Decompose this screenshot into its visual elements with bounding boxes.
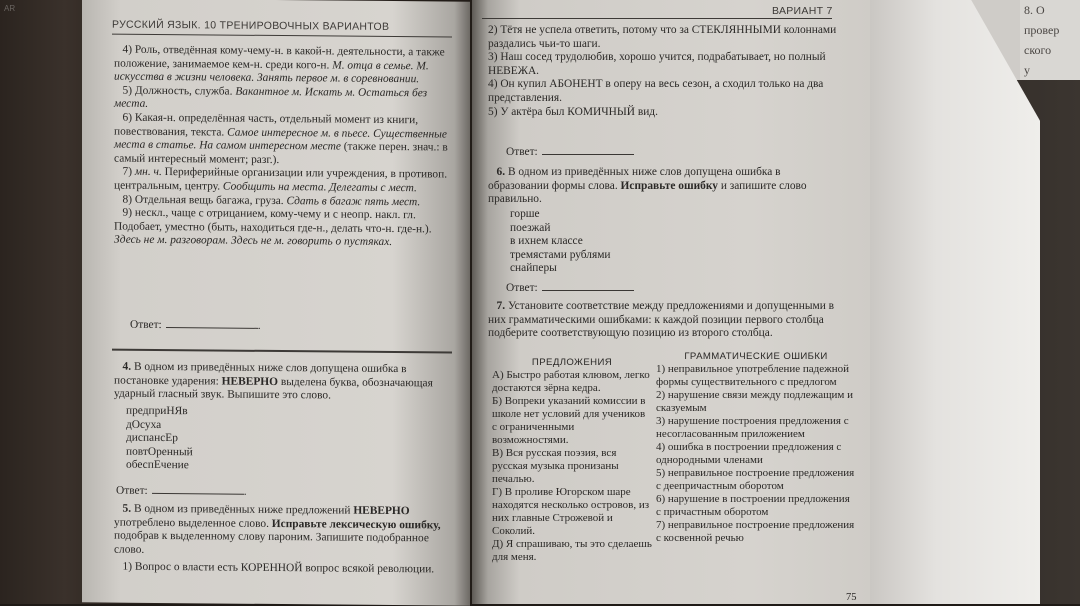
- word-option: поезжай: [510, 221, 551, 234]
- error-option: 7) неправильное построение предложения с косвенной речью: [656, 519, 855, 544]
- fragment-line: провер: [1024, 23, 1060, 37]
- task-4: 4. В одном из приведённых ниже слов допущена ошибка в постановке ударения: НЕВЕРНО выделена буква, обозначающая ударный гласный звук. Выпишите это слово.: [114, 360, 433, 402]
- sentence-option: Г) В проливе Югорском шаре находятся несколько островов, из них главные Строжевой и Соколий.: [492, 486, 650, 537]
- meaning-7: 7) мн. ч. Периферийные организации или учреждения, в противоп. центральным, центру. Сообщить на места. Делегаты с мест.: [114, 166, 448, 195]
- header-rule: [482, 18, 832, 19]
- answer-blank[interactable]: [542, 280, 634, 291]
- section-rule: [112, 349, 452, 354]
- task-5: 5. В одном из приведённых ниже предложений НЕВЕРНО употреблено выделенное слово. Исправьте лексическую ошибку, подобрав к выделенному слову пароним. Запишите подобранное слово. 1) Вопрос о власти есть КОРЕННОЙ вопрос всякой революции.: [114, 503, 454, 578]
- fragment-line: ского: [1024, 43, 1052, 57]
- sentences-column: [492, 356, 652, 564]
- error-option: 1) неправильное употребление падежной формы существительного с предлогом: [656, 363, 849, 388]
- meaning-4: 4) Роль, отведённая кому-чему-н. в какой-н. деятельности, а также положение, занимаемое кем-н. среди кого-н. М. отца в семье. М. искусства в жизни человека. Занять первое м. в соревновании.: [114, 43, 445, 86]
- answer-blank[interactable]: [166, 317, 258, 329]
- word-option: обеспЕчение: [126, 459, 189, 472]
- left-page: [82, 0, 470, 606]
- answer-line-task6: Ответ:: [506, 280, 634, 296]
- sentence-option: Д) Я спрашиваю, ты это сделаешь для меня.: [492, 538, 652, 563]
- meaning-6: 6) Какая-н. определённая часть, отдельный момент из книги, повествования, текста. Самое интересное м. в пьесе. Существенные места в статье. На самом интересном месте (также перен. знач.: в самый интересный момент; разг.).: [114, 111, 448, 166]
- answer-line-task3: Ответ: .: [130, 318, 261, 332]
- answer-line-task5: Ответ:: [506, 144, 634, 160]
- error-option: 2) нарушение связи между подлежащим и сказуемым: [656, 389, 854, 414]
- curled-page-flap: [868, 0, 1040, 604]
- task-6-words: [510, 208, 611, 276]
- answer-blank[interactable]: [152, 483, 244, 495]
- fragment-line: у: [1024, 63, 1030, 77]
- sentence-option: А) Быстро работая клювом, легко достаются зёрна кедра.: [492, 369, 650, 394]
- word-option: предприНЯв: [126, 404, 188, 418]
- sentence-option: В) Вся русская поэзия, вся русская музыка пронизаны печалью.: [492, 447, 619, 485]
- column-header-sentences: ПРЕДЛОЖЕНИЯ: [531, 357, 613, 368]
- corner-mark: AR: [4, 4, 16, 13]
- task-5-item: 2) Тётя не успела ответить, потому что за СТЕКЛЯННЫМИ колоннами раздались чьи-то шаги.: [488, 24, 837, 50]
- task-6: 6. В одном из приведённых ниже слов допущена ошибка в образовании формы слова. Исправьте ошибку и запишите слово правильно.: [488, 166, 807, 206]
- error-option: 4) ошибка в построении предложения с однородными членами: [656, 441, 842, 466]
- word-option: тремястами рублями: [510, 248, 611, 261]
- task-5-item-1: 1) Вопрос о власти есть КОРЕННОЙ вопрос всякой революции.: [122, 561, 435, 576]
- word-option: горше: [510, 208, 540, 220]
- word-option: повтОренный: [126, 445, 193, 459]
- fragment-line: 8. О: [1024, 3, 1045, 17]
- page-number: 75: [846, 592, 857, 603]
- task-5-continued: [488, 24, 838, 119]
- error-option: 3) нарушение построения предложения с несогласованным приложением: [656, 415, 849, 440]
- task-5-item: 3) Наш сосед трудолюбив, хорошо учится, подрабатывает, но полный НЕВЕЖА.: [488, 51, 826, 77]
- error-option: 5) неправильное построение предложения с деепричастным оборотом: [656, 467, 855, 492]
- task-7: 7. Установите соответствие между предложениями и допущенными в них грамматическими ошибками: к каждой позиции первого столбца подберите соответствующую позицию из второго столбца.: [488, 300, 835, 340]
- error-option: 6) нарушение в построении предложения с причастным оборотом: [656, 493, 850, 518]
- word-option: дОсуха: [126, 418, 162, 431]
- header-rule: [112, 34, 452, 38]
- running-header: РУССКИЙ ЯЗЫК. 10 ТРЕНИРОВОЧНЫХ ВАРИАНТОВ: [112, 18, 390, 33]
- errors-column: [656, 350, 856, 545]
- meaning-9: 9) нескл., чаще с отрицанием, кому-чему и с неопр. накл. гл. Подобает, уместно (быть, находиться где-н., делать что-н. где-н.). Здесь не м. разговорам. Здесь не м. говорить о пустяках.: [114, 206, 432, 249]
- task-5-item: 5) У актёра был КОМИЧНЫЙ вид.: [488, 105, 658, 118]
- meaning-8: 8) Отдельная вещь багажа, груза. Сдать в багаж пять мест.: [122, 193, 421, 208]
- right-page: [472, 0, 870, 604]
- answer-line-task4: Ответ: .: [116, 484, 247, 498]
- adjacent-page-fragment-2: [1020, 0, 1080, 80]
- meaning-5: 5) Должность, служба. Вакантное м. Искать м. Остаться без места.: [114, 84, 428, 111]
- dictionary-entry: [114, 44, 454, 251]
- word-option: снайперы: [510, 262, 557, 275]
- answer-blank[interactable]: [542, 144, 634, 155]
- word-option: в ихнем классе: [510, 235, 583, 248]
- running-header: ВАРИАНТ 7: [772, 5, 833, 17]
- word-option: диспансЕр: [126, 431, 178, 445]
- task-4-words: [126, 405, 193, 474]
- column-header-errors: ГРАММАТИЧЕСКИЕ ОШИБКИ: [684, 351, 828, 362]
- sentence-option: Б) Вопреки указаний комиссии в школе нет условий для учеников с ограниченными возможностями.: [492, 395, 646, 446]
- task-5-item: 4) Он купил АБОНЕНТ в оперу на весь сезон, а сходил только на два представления.: [488, 78, 824, 104]
